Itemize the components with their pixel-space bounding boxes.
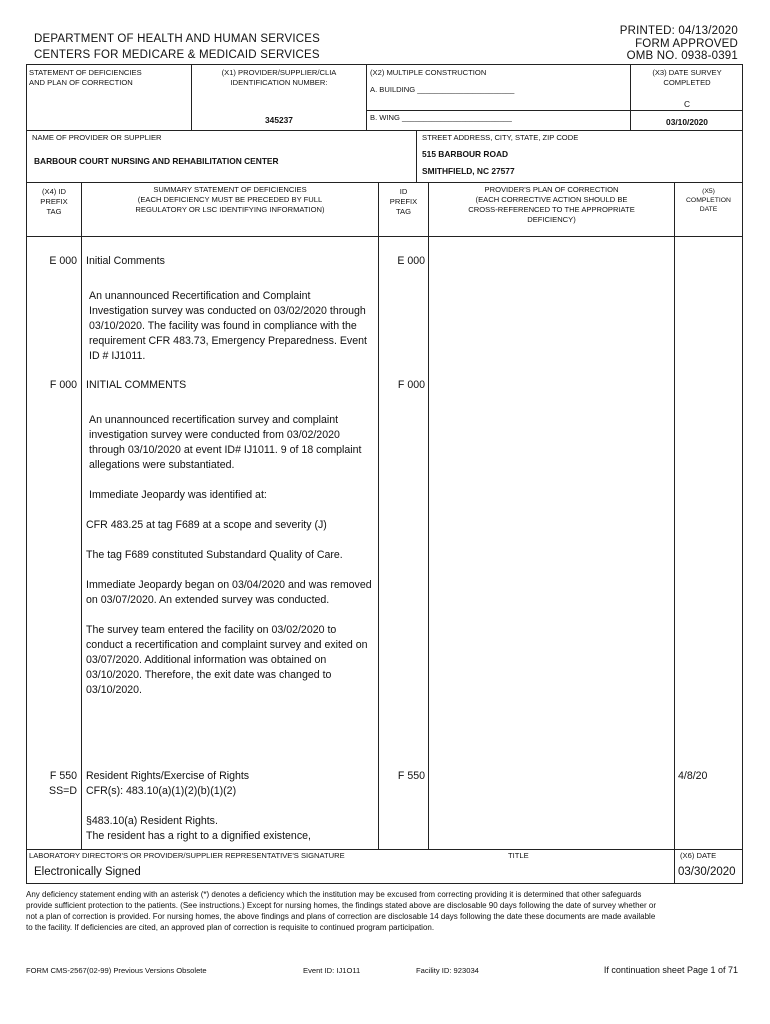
tag-f000: F 000 (49, 379, 77, 391)
x4-header: (X4) ID PREFIX TAG (40, 187, 68, 216)
agency-title: CENTERS FOR MEDICARE & MEDICAID SERVICES (34, 49, 320, 61)
signature-date: 03/30/2020 (678, 866, 736, 878)
omb-number: OMB NO. 0938-0391 (626, 50, 738, 62)
row-title-e000: Initial Comments (86, 255, 165, 267)
id-tag-f000: F 000 (397, 379, 425, 391)
id-header: ID PREFIX TAG (389, 187, 418, 216)
address-line-1: 515 BARBOUR ROAD (422, 149, 509, 159)
printed-date: PRINTED: 04/13/2020 (619, 25, 738, 37)
address-label: STREET ADDRESS, CITY, STATE, ZIP CODE (422, 133, 579, 142)
event-id: Event ID: IJ1O11 (303, 966, 361, 975)
scope-severity: SS=D (49, 785, 77, 797)
f550-line-2: The resident has a right to a dignified existence, (86, 830, 311, 842)
tag-e000: E 000 (49, 255, 77, 267)
completion-header: (X5) COMPLETION DATE (686, 188, 731, 213)
multiple-construction-label: (X2) MULTIPLE CONSTRUCTION (370, 68, 487, 77)
f550-line-1: §483.10(a) Resident Rights. (86, 815, 218, 827)
form-approved: FORM APPROVED (635, 38, 738, 50)
title-label: TITLE (508, 851, 529, 860)
completion-date: 4/8/20 (678, 770, 708, 782)
facility-id: Facility ID: 923034 (416, 966, 479, 975)
summary-header: SUMMARY STATEMENT OF DEFICIENCIES (EACH DEFICIENCY MUST BE PRECEDED BY FULL REGULATORY OR LSC IDENTIFYING INFORMATION) (135, 185, 325, 214)
cfr-reference: CFR(s): 483.10(a)(1)(2)(b)(1)(2) (86, 785, 237, 797)
tag-f550: F 550 (49, 770, 77, 782)
department-title: DEPARTMENT OF HEALTH AND HUMAN SERVICES (34, 33, 320, 45)
address-line-2: SMITHFIELD, NC 27577 (422, 166, 515, 176)
wing-field: B. WING __________________________ (370, 113, 512, 122)
provider-name-label: NAME OF PROVIDER OR SUPPLIER (32, 133, 162, 142)
row-title-f000: INITIAL COMMENTS (86, 379, 187, 391)
survey-date: 03/10/2020 (666, 117, 708, 127)
paragraphs-f000: An unannounced recertification survey and complaint investigation survey were conducted from 03/02/2020 through 03/10/2020 at event ID# IJ1011. 9 of 18 complaint allegations were substantiated. Immediate Jeopardy was identified at: CFR 483.25 at tag F689 at a scope and severity (J) The tag F689 constituted Substandard Quality of Care. Immediate Jeopardy began on 03/04/2020 and was removed on 03/07/2020. An extended survey was conducted. The survey team entered the facility on 03/02/2020 to conduct a recertification and complaint survey and exited on 03/07/2020. Additional information was obtained on 03/10/2020. Therefore, the exit date was changed to 03/10/2020. (86, 414, 372, 696)
survey-date-label: (X3) DATE SURVEY COMPLETED (652, 68, 722, 87)
form-number: FORM CMS-2567(02-99) Previous Versions Obsolete (26, 966, 207, 975)
row-title-f550: Resident Rights/Exercise of Rights (86, 770, 250, 782)
survey-code: C (683, 99, 691, 109)
signature-value: Electronically Signed (34, 866, 141, 878)
signature-label: LABORATORY DIRECTOR'S OR PROVIDER/SUPPLIER REPRESENTATIVE'S SIGNATURE (29, 851, 345, 860)
plan-header: PROVIDER'S PLAN OF CORRECTION (EACH CORRECTIVE ACTION SHOULD BE CROSS-REFERENCED TO THE APPROPRIATE DEFICIENCY) (468, 185, 635, 224)
paragraph-e000: An unannounced Recertification and Complaint Investigation survey was conducted on 03/02/2020 through 03/10/2020. The facility was found in compliance with the requirement CFR 483.73, Emergency Preparedness. Event ID # IJ1011. (89, 290, 367, 362)
provider-id-label: (X1) PROVIDER/SUPPLIER/CLIA IDENTIFICATION NUMBER: (221, 68, 337, 87)
building-field: A. BUILDING _______________________ (370, 85, 515, 94)
date-label: (X6) DATE (680, 851, 717, 860)
id-tag-f550: F 550 (397, 770, 425, 782)
statement-label: STATEMENT OF DEFICIENCIES AND PLAN OF CORRECTION (29, 68, 142, 87)
id-tag-e000: E 000 (397, 255, 425, 267)
page-indicator: If continuation sheet Page 1 of 71 (603, 965, 738, 975)
provider-id-value: 345237 (265, 115, 293, 125)
provider-name: BARBOUR COURT NURSING AND REHABILITATION CENTER (34, 156, 279, 166)
disclaimer: Any deficiency statement ending with an asterisk (*) denotes a deficiency which the institution may be excused from correcting providing it is determined that other safeguards provide sufficient protection to the patients. (See instructions.) Except for nursing homes, the findings stated above are disclosable 90 days following the date of survey whether or not a plan of correction is provided. For nursing homes, the above findings and plans of correction are disclosable 14 days following the date these documents are made available to the facility. If deficiencies are cited, an approved plan of correction is requisite to continued program participation. (26, 890, 656, 932)
